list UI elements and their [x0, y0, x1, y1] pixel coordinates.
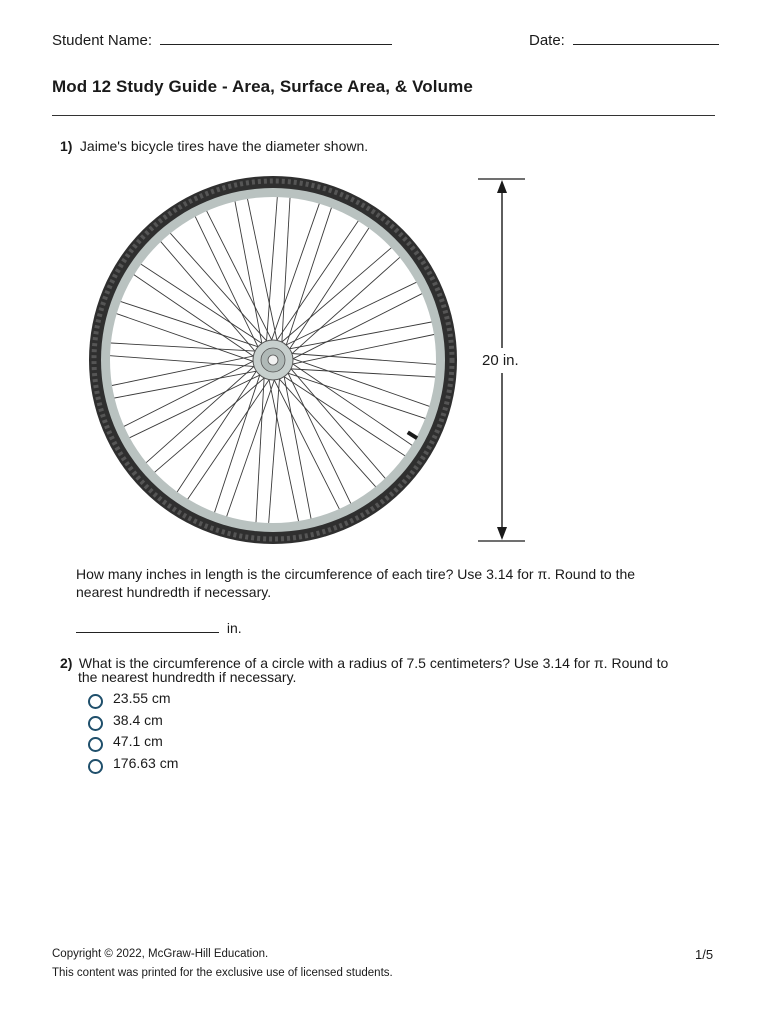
footer-copyright: Copyright © 2022, McGraw-Hill Education. [52, 948, 269, 960]
choice-label: 47.1 cm [113, 733, 163, 749]
radio-button[interactable] [88, 694, 103, 709]
radio-button[interactable] [88, 716, 103, 731]
diameter-label: 20 in. [482, 352, 519, 369]
bicycle-wheel [89, 176, 457, 544]
footer-notice: This content was printed for the exclusive use of licensed students. [52, 967, 393, 979]
question-1-line-1: How many inches in length is the circumference of each tire? Use 3.14 for π. Round to the [76, 566, 636, 582]
question-1-number: 1) [60, 138, 73, 154]
question-2-choices [88, 690, 388, 780]
student-name-field [52, 32, 392, 49]
question-1-line-2: nearest hundredth if necessary. [76, 584, 272, 600]
date-label: Date: [529, 32, 565, 49]
question-1-answer [76, 619, 242, 637]
question-1-answer-unit: in. [226, 620, 242, 636]
date-field [529, 32, 719, 49]
radio-button[interactable] [88, 737, 103, 752]
page-title: Mod 12 Study Guide - Area, Surface Area, & Volume [52, 77, 473, 96]
dimension-arrow-down [497, 527, 507, 540]
question-1-answer-blank[interactable] [76, 632, 219, 633]
choice-label: 23.55 cm [113, 690, 171, 706]
question-2-line-2: the nearest hundredth if necessary. [78, 669, 297, 685]
question-1-header [60, 137, 368, 156]
choice-label: 176.63 cm [113, 755, 179, 771]
question-2-number: 2) [60, 655, 73, 671]
question-1-prompt: Jaime's bicycle tires have the diameter shown. [79, 138, 369, 154]
radio-button[interactable] [88, 759, 103, 774]
page-number: 1/5 [695, 947, 714, 962]
question-1-text [76, 565, 635, 601]
dimension-arrow-up [497, 180, 507, 193]
student-name-label: Student Name: [52, 32, 153, 49]
choice-label: 38.4 cm [113, 712, 163, 728]
student-name-blank[interactable] [160, 44, 392, 45]
title-divider [52, 115, 715, 116]
question-2-line-1: What is the circumference of a circle with a radius of 7.5 centimeters? Use 3.14 for π. Round to [78, 655, 669, 671]
axle [268, 355, 278, 365]
date-blank[interactable] [573, 44, 719, 45]
